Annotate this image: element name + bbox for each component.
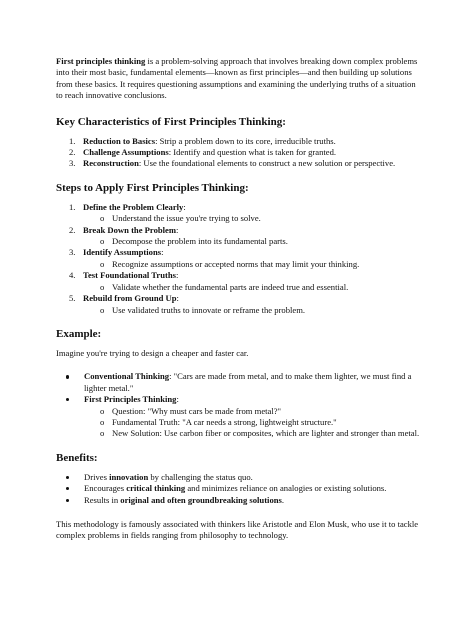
step-item (56, 202, 422, 213)
circle-bullet-icon: o (100, 405, 105, 416)
step-term: Rebuild from Ground Up (83, 293, 177, 304)
sub-item (56, 213, 422, 224)
step-colon: : (176, 224, 179, 235)
sub-text: Understand the issue you're trying to solve. (112, 213, 261, 224)
item-text: Results in (84, 494, 121, 505)
list-item (56, 472, 422, 483)
sub-text: Question: "Why must cars be made from metal?" (112, 405, 282, 416)
intro-paragraph (56, 56, 422, 102)
item-number: 3. (69, 158, 76, 169)
item-term: Challenge Assumptions (83, 147, 169, 158)
sub-item (56, 259, 422, 270)
circle-bullet-icon: o (100, 304, 105, 315)
item-text: Encourages (84, 483, 127, 494)
step-colon: : (161, 247, 164, 258)
steps-heading: Steps to Apply First Principles Thinking: (56, 181, 249, 194)
closing-paragraph: This methodology is famously associated with thinkers like Aristotle and Elon Musk, who use it to tackle complex problems in fields ranging from philosophy to technology. (56, 518, 419, 541)
list-item (56, 495, 422, 506)
list-item (56, 147, 422, 158)
sub-item (56, 305, 422, 316)
sub-text: New Solution: Use carbon fiber or composites, which are lighter and stronger than metal. (112, 428, 420, 439)
sub-item (56, 236, 422, 247)
item-number: 1. (69, 201, 76, 212)
sub-text: Decompose the problem into its fundamental parts. (112, 236, 288, 247)
sub-item (56, 282, 422, 293)
step-colon: : (183, 201, 186, 212)
item-number: 4. (69, 270, 76, 281)
item-number: 5. (69, 293, 76, 304)
bullet-icon (66, 487, 69, 490)
item-term: Reduction to Basics (83, 135, 156, 146)
item-emphasis: critical thinking (126, 483, 186, 494)
step-item (56, 270, 422, 281)
circle-bullet-icon: o (100, 281, 105, 292)
characteristics-list (56, 136, 422, 170)
example-lead: Imagine you're trying to design a cheaper and faster car. (56, 347, 249, 358)
item-number: 2. (69, 224, 76, 235)
step-item (56, 293, 422, 304)
benefits-heading: Benefits: (56, 451, 98, 464)
item-text: : (176, 394, 179, 405)
list-item (56, 136, 422, 147)
step-term: Break Down the Problem (83, 224, 177, 235)
example-heading: Example: (56, 327, 102, 340)
list-item (56, 158, 422, 169)
item-text: and minimizes reliance on analogies or existing solutions. (185, 483, 387, 494)
item-text: by challenging the status quo. (148, 471, 253, 482)
item-text: : Use the foundational elements to construct a new solution or perspective. (138, 158, 396, 169)
item-text: : "Cars are made from metal, and to make them lighter, we must find a lighter metal." (84, 371, 412, 393)
bullet-icon (66, 476, 69, 479)
sub-item (56, 428, 422, 439)
sub-text: Fundamental Truth: "A car needs a strong, lightweight structure." (112, 416, 337, 427)
circle-bullet-icon: o (100, 416, 105, 427)
sub-item (56, 417, 422, 428)
bullet-icon (66, 398, 69, 401)
bullet-icon (66, 499, 69, 502)
circle-bullet-icon: o (100, 236, 105, 247)
step-item (56, 225, 422, 236)
intro-text: is a problem-solving approach that involves breaking down complex problems into their most basic, fundamental elements—known as first principles—and then building up solutions from these basics. It requires questioning assumptions and examining the underlying truths of a situation to reach innovative conclusions. (56, 56, 418, 101)
item-text: : Identify and question what is taken for granted. (168, 147, 337, 158)
sub-text: Validate whether the fundamental parts are indeed true and essential. (112, 281, 349, 292)
bullet-icon (66, 375, 69, 378)
sub-text: Recognize assumptions or accepted norms that may limit your thinking. (112, 258, 360, 269)
sub-item (56, 406, 422, 417)
benefits-list (56, 472, 422, 506)
sub-text: Use validated truths to innovate or reframe the problem. (112, 304, 306, 315)
step-term: Define the Problem Clearly (83, 201, 184, 212)
list-item (56, 394, 422, 405)
step-colon: : (175, 270, 179, 281)
list-item (56, 371, 422, 394)
item-term: First Principles Thinking (84, 394, 177, 405)
intro-term: First principles thinking (56, 56, 146, 66)
step-colon: : (176, 293, 179, 304)
item-term: Conventional Thinking (84, 371, 170, 382)
item-emphasis: original and often groundbreaking solutions (120, 494, 282, 505)
steps-list (56, 202, 422, 316)
item-number: 1. (69, 135, 76, 146)
item-number: 3. (69, 247, 76, 258)
step-term: Test Foundational Truths (83, 270, 176, 281)
item-text: Drives (84, 471, 110, 482)
step-term: Identify Assumptions (83, 247, 162, 258)
item-text: . (281, 494, 285, 505)
circle-bullet-icon: o (100, 428, 105, 439)
list-item (56, 483, 422, 494)
circle-bullet-icon: o (100, 258, 105, 269)
characteristics-heading: Key Characteristics of First Principles Thinking: (56, 115, 286, 128)
item-number: 2. (69, 147, 76, 158)
item-term: Reconstruction (83, 158, 139, 169)
circle-bullet-icon: o (100, 213, 105, 224)
example-list (56, 371, 422, 439)
item-text: : Strip a problem down to its core, irreducible truths. (155, 135, 336, 146)
item-emphasis: innovation (109, 471, 149, 482)
step-item (56, 247, 422, 258)
